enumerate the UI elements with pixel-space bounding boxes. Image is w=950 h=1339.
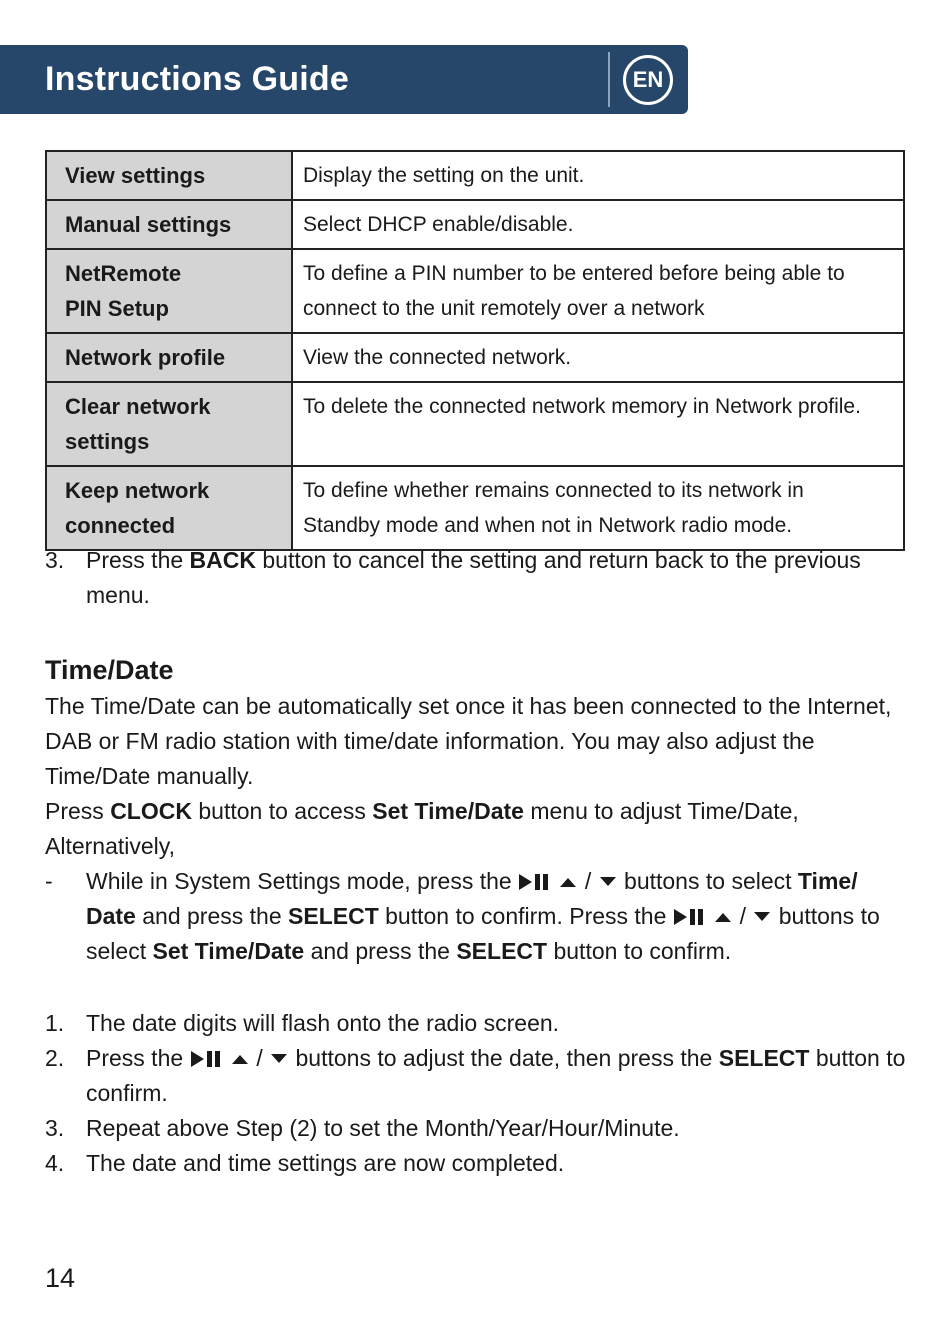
step-text: Press the [86,547,190,573]
setting-name-line: NetRemote [65,261,182,286]
header-bar [0,45,688,114]
up-triangle-icon [230,1053,250,1065]
select-keyword: SELECT [718,1045,810,1071]
setting-description [292,382,904,466]
setting-description [292,333,904,382]
header-divider [608,52,610,107]
table-row [46,249,904,333]
list-item [45,1146,910,1181]
down-triangle-icon [598,876,618,888]
setting-name-line: Clear network [65,394,211,419]
step-number: 2. [45,1045,65,1071]
table-row [46,151,904,200]
header-title: Instructions Guide [45,60,349,98]
setting-name-line: connected [65,513,176,538]
setting-name [46,382,292,466]
setting-description-line: connect to the unit remotely over a network [303,297,705,320]
play-pause-icon [673,908,707,926]
button-icons-group [190,1045,290,1071]
table-row [46,200,904,249]
list-item [45,1111,910,1146]
step-text: Repeat above Step (2) to set the Month/Year/Hour/Minute. [86,1115,680,1141]
setting-description-line: To delete the connected network memory in Network profile. [303,395,861,418]
setting-name [46,333,292,382]
bullet-dash: - [45,868,53,894]
step-number: 3. [45,1115,65,1141]
up-triangle-icon [558,876,578,888]
setting-description-line: Standby mode and when not in Network radio mode. [303,514,793,537]
up-triangle-icon [713,911,733,923]
step-text: The date digits will flash onto the radio screen. [86,1010,560,1036]
press-clock-paragraph: Press CLOCK button to access Set Time/Date menu to adjust Time/Date, Alternatively, [45,798,799,859]
select-keyword: SELECT [456,938,548,964]
list-item [45,1006,910,1041]
language-badge: EN [623,55,673,105]
step-number: 3. [45,547,65,573]
setting-description [292,151,904,200]
play-pause-icon [190,1050,224,1068]
section-heading: Time/Date [45,655,174,685]
set-time-date-keyword: Set Time/Date [372,798,524,824]
setting-name-line: View settings [65,163,206,188]
time-date-section [45,651,910,969]
setting-description-line: Display the setting on the unit. [303,164,585,187]
down-triangle-icon [269,1053,289,1065]
setting-description [292,249,904,333]
setting-description-line: To define whether remains connected to its network in [303,479,804,502]
setting-description [292,200,904,249]
step-3-back [45,543,910,613]
setting-name-line: Keep network [65,478,210,503]
time-date-keyword: Time/ Date [86,868,858,929]
setting-description-line: To define a PIN number to be entered before being able to [303,262,845,285]
slash-separator: / [739,903,746,929]
setting-name [46,249,292,333]
step-text: button to cancel the setting and return back to the previous menu. [86,547,861,608]
step-number: 4. [45,1150,65,1176]
setting-name-line: Network profile [65,345,226,370]
table-row [46,333,904,382]
back-keyword: BACK [189,547,256,573]
list-item: 2. Press the / buttons to adjust the date, then press the SELECT button to confirm. [45,1041,910,1111]
setting-name-line: settings [65,429,150,454]
setting-name-line: Manual settings [65,212,232,237]
setting-name [46,200,292,249]
steps-list [45,1006,910,1181]
select-keyword: SELECT [288,903,379,929]
down-triangle-icon [752,911,772,923]
play-pause-icon [518,873,552,891]
table-row [46,466,904,550]
slash-separator: / [256,1045,263,1071]
step-number: 1. [45,1010,65,1036]
set-time-date-keyword: Set Time/Date [152,938,305,964]
settings-table [45,150,905,551]
page-number: 14 [45,1263,76,1293]
step-text: The date and time settings are now completed. [86,1150,565,1176]
table-row [46,382,904,466]
slash-separator: / [584,868,592,894]
setting-description [292,466,904,550]
setting-name [46,151,292,200]
setting-name [46,466,292,550]
section-intro: The Time/Date can be automatically set once it has been connected to the Internet, DAB or FM radio station with time/date information. You may also adjust the Time/Date manually. [45,693,892,789]
button-icons-group [518,868,618,894]
setting-description-line: View the connected network. [303,346,572,369]
setting-description-line: Select DHCP enable/disable. [303,213,574,236]
clock-keyword: CLOCK [110,798,192,824]
button-icons-group [673,903,773,929]
setting-name-line: PIN Setup [65,296,169,321]
bullet-item: - While in System Settings mode, press the / buttons to select Time/ Date and press the SELECT button to confirm. Press the / buttons to select Set Time/Date and press the SELECT button to confirm. [45,864,910,969]
